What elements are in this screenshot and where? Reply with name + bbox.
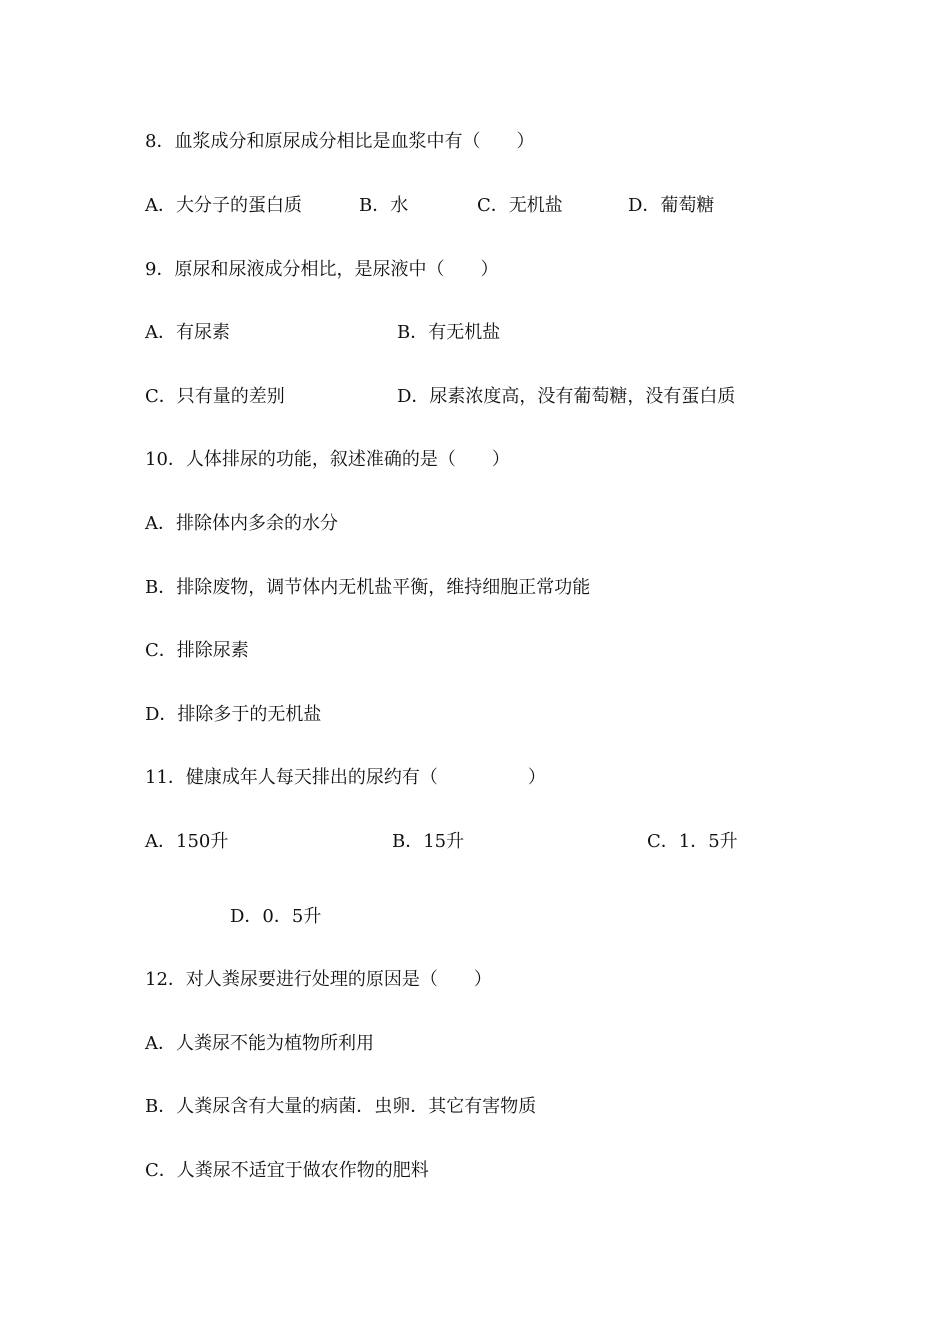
question-11-option-c: C．1．5升 xyxy=(647,831,738,852)
question-12-option-c: C．人粪尿不适宜于做农作物的肥料 xyxy=(145,1160,429,1181)
question-9-option-c: C．只有量的差别 xyxy=(145,386,285,407)
question-12-stem: 12．对人粪尿要进行处理的原因是（ ） xyxy=(145,969,492,990)
question-9-option-d: D．尿素浓度高，没有葡萄糖，没有蛋白质 xyxy=(397,386,736,407)
question-9-option-a: A．有尿素 xyxy=(145,322,230,343)
question-10-option-c: C．排除尿素 xyxy=(145,640,249,661)
question-10-option-a: A．排除体内多余的水分 xyxy=(145,513,338,534)
question-12-option-a: A．人粪尿不能为植物所利用 xyxy=(145,1033,374,1054)
question-11-option-d: D．0．5升 xyxy=(230,906,322,927)
question-8-option-a: A．大分子的蛋白质 xyxy=(145,195,302,216)
question-10-option-d: D．排除多于的无机盐 xyxy=(145,704,322,725)
question-11-stem: 11．健康成年人每天排出的尿约有（ ） xyxy=(145,767,546,788)
question-11-option-a: A．150升 xyxy=(145,831,229,852)
question-11-option-b: B．15升 xyxy=(392,831,465,852)
question-9-stem: 9．原尿和尿液成分相比，是尿液中（ ） xyxy=(145,259,499,280)
question-8-option-d: D．葡萄糖 xyxy=(628,195,715,216)
question-12-option-b: B．人粪尿含有大量的病菌．虫卵．其它有害物质 xyxy=(145,1096,537,1117)
question-10-option-b: B．排除废物，调节体内无机盐平衡，维持细胞正常功能 xyxy=(145,577,591,598)
question-8-option-b: B．水 xyxy=(359,195,409,216)
question-8-option-c: C．无机盐 xyxy=(477,195,563,216)
question-9-option-b: B．有无机盐 xyxy=(397,322,501,343)
question-10-stem: 10．人体排尿的功能，叙述准确的是（ ） xyxy=(145,449,510,470)
question-8-stem: 8．血浆成分和原尿成分相比是血浆中有（ ） xyxy=(145,131,535,152)
